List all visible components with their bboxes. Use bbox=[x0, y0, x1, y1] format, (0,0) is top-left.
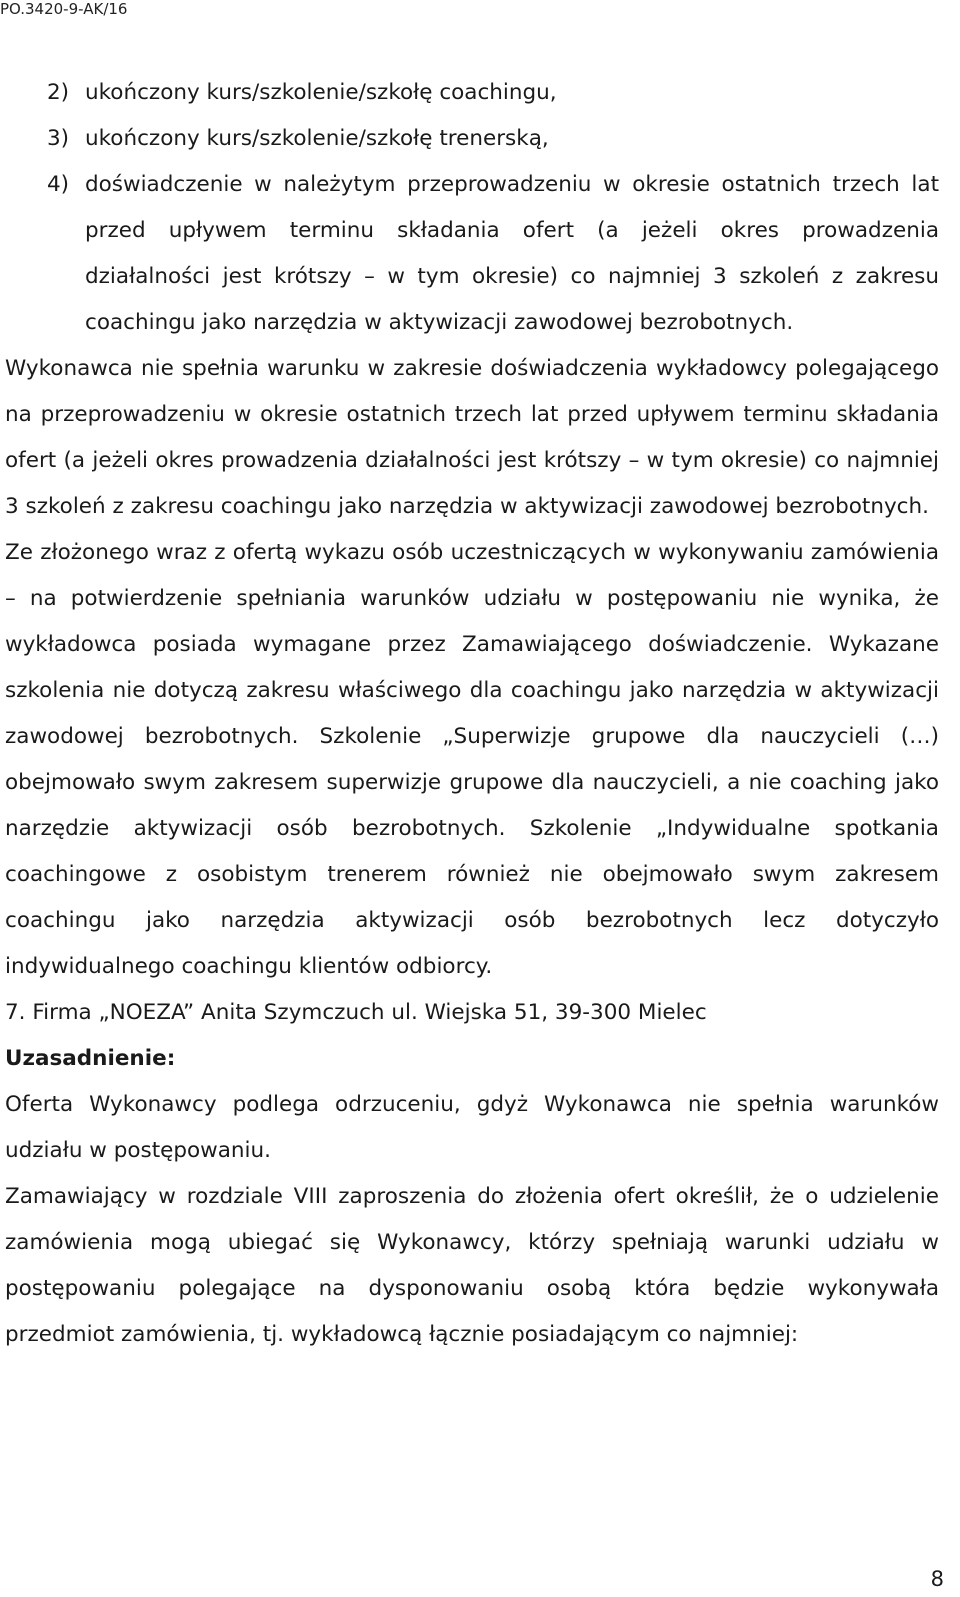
paragraph-company-name: 7. Firma „NOEZA” Anita Szymczuch ul. Wiejska 51, 39-300 Mielec bbox=[5, 1000, 707, 1025]
page-number: 8 bbox=[930, 1567, 944, 1591]
list-item-text: doświadczenie w należytym przeprowadzeniu w okresie ostatnich trzech lat przed upływem terminu składania ofert (a jeżeli okres prowadzenia działalności jest krótszy – w tym okresie) co najmniej 3 szkoleń z zakresu coachingu jako narzędzia w aktywizacji zawodowej bezrobotnych. bbox=[85, 172, 939, 335]
list-item-number: 3) bbox=[47, 126, 70, 151]
document-body bbox=[5, 70, 939, 1358]
document-reference: PO.3420-9-AK/16 bbox=[0, 0, 128, 18]
list-item-text: ukończony kurs/szkolenie/szkołę coachingu, bbox=[85, 80, 557, 105]
list-item-number: 2) bbox=[47, 80, 70, 105]
paragraph-rejection: Oferta Wykonawcy podlega odrzuceniu, gdyż Wykonawca nie spełnia warunków udziału w postępowaniu. bbox=[5, 1092, 939, 1163]
paragraph-justification-detail: Ze złożonego wraz z ofertą wykazu osób uczestniczących w wykonywaniu zamówienia – na potwierdzenie spełniania warunków udziału w postępowaniu nie wynika, że wykładowca posiada wymagane przez Zamawiającego doświadczenie. Wykazane szkolenia nie dotyczą zakresu właściwego dla coachingu jako narzędzia w aktywizacji zawodowej bezrobotnych. Szkolenie „Superwizje grupowe dla nauczycieli (…) obejmowało swym zakresem superwizje grupowe dla nauczycieli, a nie coaching jako narzędzie aktywizacji osób bezrobotnych. Szkolenie „Indywidualne spotkania coachingowe z osobistym trenerem również nie obejmowało swym zakresem coachingu jako narzędzia aktywizacji osób bezrobotnych lecz dotyczyło indywidualnego coachingu klientów odbiorcy. bbox=[5, 540, 939, 979]
list-item bbox=[5, 70, 939, 116]
list-item bbox=[5, 162, 939, 346]
list-item-number: 4) bbox=[47, 172, 70, 197]
requirements-list bbox=[5, 70, 939, 346]
list-item-text: ukończony kurs/szkolenie/szkołę trenerską, bbox=[85, 126, 549, 151]
paragraph-requirements: Zamawiający w rozdziale VIII zaproszenia do złożenia ofert określił, że o udzielenie zamówienia mogą ubiegać się Wykonawcy, którzy spełniają warunki udziału w postępowaniu polegające na dysponowaniu osobą która będzie wykonywała przedmiot zamówienia, tj. wykładowcą łącznie posiadającym co najmniej: bbox=[5, 1184, 939, 1347]
list-item bbox=[5, 116, 939, 162]
section-heading: Uzasadnienie: bbox=[5, 1046, 176, 1071]
paragraph-contractor-fails: Wykonawca nie spełnia warunku w zakresie doświadczenia wykładowcy polegającego na przeprowadzeniu w okresie ostatnich trzech lat przed upływem terminu składania ofert (a jeżeli okres prowadzenia działalności jest krótszy – w tym okresie) co najmniej 3 szkoleń z zakresu coachingu jako narzędzia w aktywizacji zawodowej bezrobotnych. bbox=[5, 356, 939, 519]
